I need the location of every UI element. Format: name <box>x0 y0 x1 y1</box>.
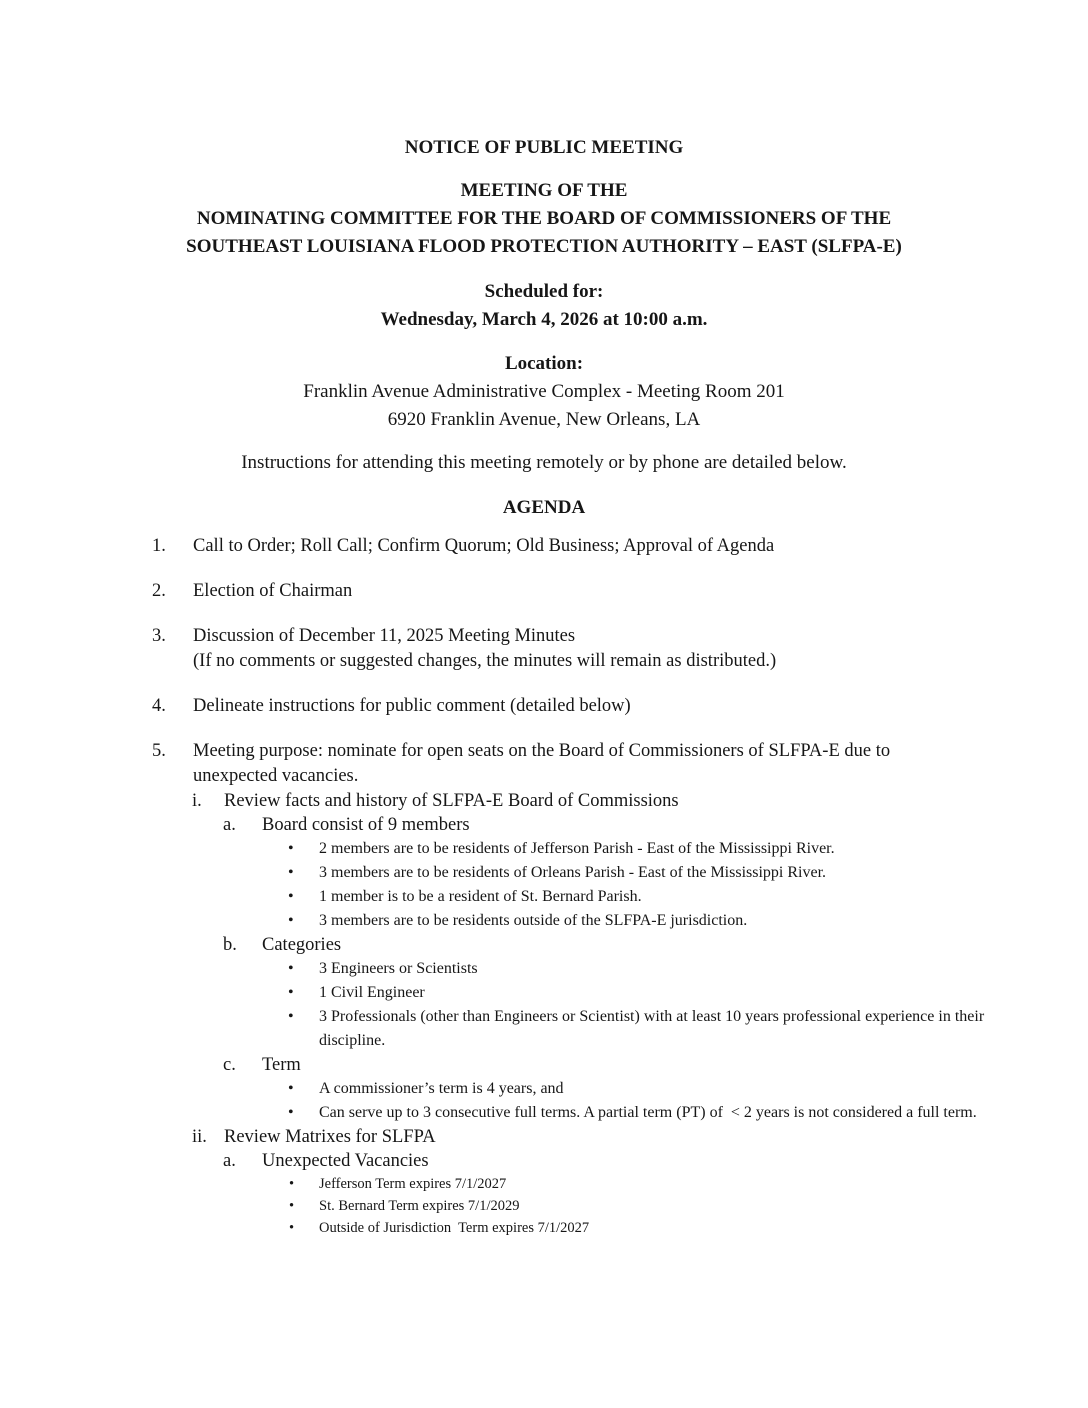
bullet-icon: • <box>288 1104 294 1121</box>
sub-item-text: Review Matrixes for SLFPA <box>224 1127 436 1147</box>
bullet-icon: • <box>289 1220 295 1236</box>
bullet-icon: • <box>288 912 294 929</box>
notice-title: NOTICE OF PUBLIC MEETING <box>404 137 684 158</box>
scheduled-label: Scheduled for: <box>484 281 604 302</box>
sub-item-text: Review facts and history of SLFPA-E Board of Commissions <box>224 791 679 811</box>
agenda-list <box>0 534 1088 1239</box>
agenda-item-text: Meeting purpose: nominate for open seats on the Board of Commissioners of SLFPA-E due to unexpected vacancies. <box>193 741 891 786</box>
section-marker: a. <box>223 1151 236 1171</box>
bullet-text: 3 members are to be residents of Orleans Parish - East of the Mississippi River. <box>319 864 827 881</box>
bullet-icon: • <box>288 864 294 881</box>
bullet-item-small <box>152 1217 1088 1239</box>
section-i-c <box>152 1053 1088 1077</box>
bullet-item <box>152 1005 1088 1053</box>
bullet-icon: • <box>288 960 294 977</box>
bullet-text: A commissioner’s term is 4 years, and <box>319 1080 564 1097</box>
bullet-item <box>152 885 1088 909</box>
bullet-text: 3 Engineers or Scientists <box>319 960 478 977</box>
section-marker: b. <box>223 935 237 955</box>
bullet-icon: • <box>288 840 294 857</box>
agenda-item-number: 5. <box>152 741 166 761</box>
bullet-text: 3 members are to be residents outside of the SLFPA-E jurisdiction. <box>319 912 748 929</box>
agenda-item-2 <box>152 579 1088 604</box>
bullet-icon: • <box>288 888 294 905</box>
bullet-item-small <box>152 1173 1088 1195</box>
section-ii-a <box>152 1149 1088 1173</box>
location-line-1: Franklin Avenue Administrative Complex - Meeting Room 201 <box>303 381 785 402</box>
agenda-item-4 <box>152 694 1088 719</box>
bullet-icon: • <box>289 1198 295 1214</box>
bullet-icon: • <box>288 1080 294 1097</box>
location-label: Location: <box>504 353 584 374</box>
bullet-text: Outside of Jurisdiction Term expires 7/1/2027 <box>319 1220 590 1236</box>
agenda-item-3 <box>152 624 1088 674</box>
bullet-item <box>152 1101 1088 1125</box>
bullet-icon: • <box>289 1176 295 1192</box>
agenda-item-1 <box>152 534 1088 559</box>
agenda-item-5 <box>152 739 1088 789</box>
agenda-item-number: 3. <box>152 626 166 646</box>
bullet-item <box>152 1077 1088 1101</box>
bullet-item <box>152 837 1088 861</box>
sub-item-marker: ii. <box>192 1127 207 1147</box>
bullet-text: 3 Professionals (other than Engineers or Scientist) with at least 10 years professional experience in their discipline. <box>319 1008 989 1049</box>
committee-line-2: SOUTHEAST LOUISIANA FLOOD PROTECTION AUTHORITY – EAST (SLFPA-E) <box>186 236 902 257</box>
bullet-text: St. Bernard Term expires 7/1/2029 <box>319 1198 520 1214</box>
bullet-text: Can serve up to 3 consecutive full terms. A partial term (PT) of < 2 years is not considered a full term. <box>319 1104 977 1121</box>
section-title: Unexpected Vacancies <box>262 1151 429 1171</box>
section-marker: a. <box>223 815 236 835</box>
agenda-item-text <box>193 624 776 674</box>
agenda-item-number: 1. <box>152 536 166 556</box>
agenda-item-note: (If no comments or suggested changes, the minutes will remain as distributed.) <box>193 651 777 671</box>
section-marker: c. <box>223 1055 236 1075</box>
bullet-item <box>152 981 1088 1005</box>
scheduled-datetime: Wednesday, March 4, 2026 at 10:00 a.m. <box>380 309 708 330</box>
bullet-icon: • <box>288 1008 294 1025</box>
bullet-item-small <box>152 1195 1088 1217</box>
section-title: Categories <box>262 935 342 955</box>
bullet-icon: • <box>288 984 294 1001</box>
bullet-text: 2 members are to be residents of Jefferson Parish - East of the Mississippi River. <box>319 840 835 857</box>
section-title: Term <box>262 1055 301 1075</box>
bullet-text: 1 member is to be a resident of St. Bernard Parish. <box>319 888 642 905</box>
location-line-2: 6920 Franklin Avenue, New Orleans, LA <box>387 409 701 430</box>
sub-item-ii <box>152 1125 1088 1149</box>
agenda-item-text: Election of Chairman <box>193 581 353 601</box>
agenda-item-number: 2. <box>152 581 166 601</box>
agenda-item-text-main: Discussion of December 11, 2025 Meeting Minutes <box>193 626 576 646</box>
bullet-item <box>152 957 1088 981</box>
meeting-of-line: MEETING OF THE <box>460 180 628 201</box>
agenda-heading: AGENDA <box>502 497 586 518</box>
sub-item-i <box>152 789 1088 813</box>
agenda-item-text: Delineate instructions for public comment (detailed below) <box>193 696 631 716</box>
agenda-item-text: Call to Order; Roll Call; Confirm Quorum; Old Business; Approval of Agenda <box>193 536 775 556</box>
bullet-text: Jefferson Term expires 7/1/2027 <box>319 1176 507 1192</box>
bullet-item <box>152 909 1088 933</box>
sub-item-marker: i. <box>192 791 202 811</box>
bullet-text: 1 Civil Engineer <box>319 984 425 1001</box>
section-title: Board consist of 9 members <box>262 815 470 835</box>
section-i-a <box>152 813 1088 837</box>
remote-attendance-note: Instructions for attending this meeting remotely or by phone are detailed below. <box>241 452 847 473</box>
bullet-item <box>152 861 1088 885</box>
section-i-b <box>152 933 1088 957</box>
agenda-item-number: 4. <box>152 696 166 716</box>
committee-line-1: NOMINATING COMMITTEE FOR THE BOARD OF COMMISSIONERS OF THE <box>196 208 892 229</box>
